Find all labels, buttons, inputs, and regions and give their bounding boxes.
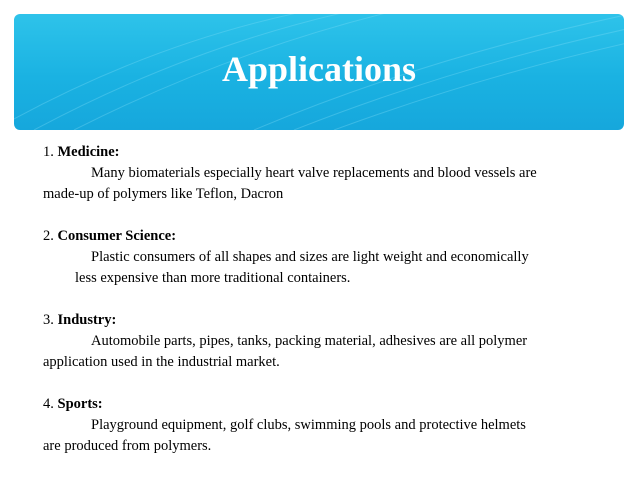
item-text-line: Automobile parts, pipes, tanks, packing material, adhesives are all polymer (91, 333, 528, 349)
item-heading-line (43, 142, 613, 163)
item-number: 1. (43, 144, 54, 160)
item-heading: Consumer Science: (57, 228, 177, 244)
item-text-line: Plastic consumers of all shapes and sizes are light weight and economically (91, 249, 529, 265)
item-text-line: application used in the industrial market. (43, 354, 280, 370)
item-text-line: Many biomaterials especially heart valve replacements and blood vessels are (91, 165, 537, 181)
item-heading-line (43, 226, 613, 247)
item-text-line: less expensive than more traditional containers. (75, 270, 351, 286)
item-heading: Medicine: (57, 144, 120, 160)
list-item (43, 226, 613, 289)
applications-list (43, 142, 613, 478)
item-heading: Sports: (57, 396, 103, 412)
item-text-line: are produced from polymers. (43, 438, 212, 454)
item-text-line: made-up of polymers like Teflon, Dacron (43, 186, 284, 202)
list-item (43, 310, 613, 373)
item-number: 4. (43, 396, 54, 412)
slide-title: Applications (221, 49, 417, 89)
item-heading-line (43, 394, 613, 415)
item-heading-line (43, 310, 613, 331)
list-item (43, 142, 613, 205)
item-number: 2. (43, 228, 54, 244)
item-number: 3. (43, 312, 54, 328)
item-heading: Industry: (57, 312, 117, 328)
item-text-line: Playground equipment, golf clubs, swimming pools and protective helmets (91, 417, 526, 433)
list-item (43, 394, 613, 457)
